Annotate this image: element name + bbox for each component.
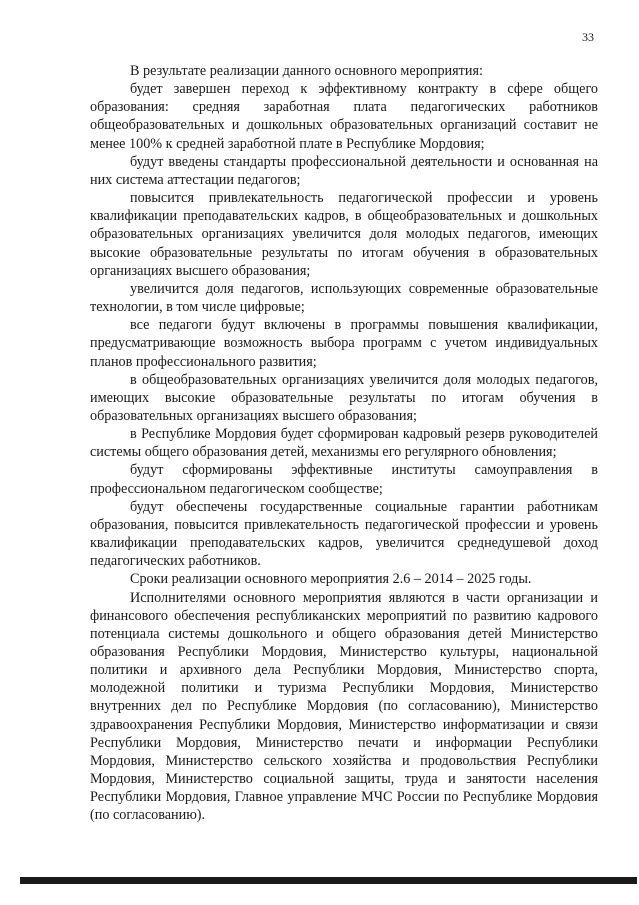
paragraph-effective-contract: будет завершен переход к эффективному контракту в сфере общего образования: средняя заработная плата педагогических работников общеобразовательных и дошкольных образовательных организаций составит не менее 100% к средней заработной плате в Республике Мордовия; (90, 81, 598, 152)
paragraph-personnel-reserve: в Республике Мордовия будет сформирован кадровый резерв руководителей системы общего образования детей, механизмы его регулярного обновления; (90, 426, 598, 461)
paragraph-young-teachers: в общеобразовательных организациях увеличится доля молодых педагогов, имеющих высокие образовательные результаты по итогам обучения в образовательных организациях высшего образования; (90, 371, 598, 424)
paragraph-intro: В результате реализации данного основного мероприятия: (130, 63, 483, 79)
paragraph-modern-technologies: увеличится доля педагогов, использующих современные образовательные технологии, в том числе цифровые; (90, 280, 598, 316)
document-body (90, 62, 598, 825)
paragraph-qualification-programs: все педагоги будут включены в программы повышения квалификации, предусматривающие возможность выбора программ с учетом индивидуальных планов профессионального развития; (90, 317, 598, 370)
paragraph-executors: Исполнителями основного мероприятия являются в части организации и финансового обеспечения республиканских мероприятий по развитию кадрового потенциала системы дошкольного и общего образования детей Министерство образования Республики Мордовия, Министерство культуры, национальной политики и архивного дела Республики Мордовия, Министерство спорта, молодежной политики и туризма Республики Мордовия, Министерство внутренних дел по Республике Мордовия (по согласованию), Министерство здравоохранения Республики Мордовия, Министерство информатизации и связи Республики Мордовия, Министерство печати и информации Республики Мордовия, Министерство сельского хозяйства и продовольствия Республики Мордовия, Министерство социальной защиты, труда и занятости населения Республики Мордовия, Главное управление МЧС России по Республике Мордовия (по согласованию). (90, 589, 598, 824)
paragraph-timeline: Сроки реализации основного мероприятия 2.6 – 2014 – 2025 годы. (130, 571, 532, 588)
paragraph-attractiveness: повысится привлекательность педагогической профессии и уровень квалификации преподавательских кадров, в общеобразовательных и дошкольных образовательных организациях увеличится доля молодых педагогов, имеющих высокие образовательные результаты по итогам обучения в образовательных организациях высшего образования; (90, 190, 598, 279)
bottom-scan-border (20, 877, 637, 884)
paragraph-standards: будут введены стандарты профессиональной деятельности и основанная на них система аттестации педагогов; (90, 153, 598, 188)
paragraph-social-guarantees: будут обеспечены государственные социальные гарантии работникам образования, повысится привлекательность педагогической профессии и уровень квалификации преподавательских кадров, увеличится среднедушевой доход педагогических работников. (90, 498, 598, 570)
paragraph-self-government: будут сформированы эффективные институты самоуправления в профессиональном педагогическом сообществе; (90, 462, 598, 497)
page-number: 33 (582, 30, 594, 44)
